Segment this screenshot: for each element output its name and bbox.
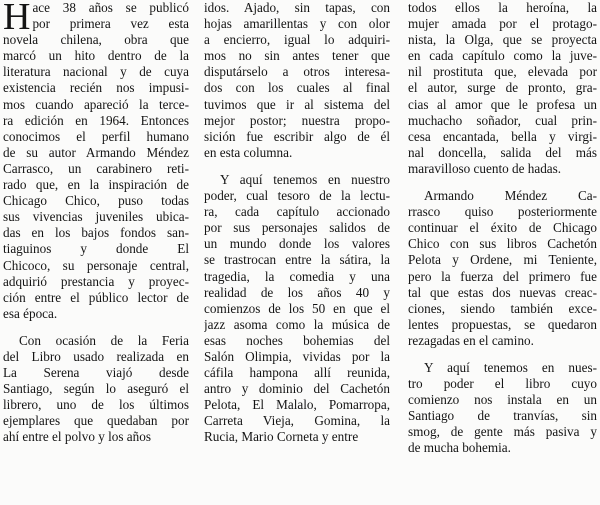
text-line: ejemplares que quedaban por: [3, 413, 189, 429]
text-line: Y aquí tenemos en nues-: [424, 359, 597, 375]
paragraph-gap: [408, 177, 597, 188]
text-line: Carreta Vieja, Gomina, la: [204, 413, 390, 429]
text-line: smog, de gente más pasiva y: [408, 424, 597, 440]
text-line: realidad de los años 40 y: [204, 284, 390, 300]
text-line: tal que estas dos nuevas creac-: [408, 284, 597, 300]
paragraph-gap: [3, 322, 189, 333]
text-line: hojas amarillentas y con olor: [204, 16, 390, 32]
text-line: librero, uno de los últimos: [3, 397, 189, 413]
text-line: nil prostituta que, elevada por: [408, 64, 597, 80]
text-line: esas noches bohemias del: [204, 332, 390, 348]
text-line: cesa encantada, bella y virgi-: [408, 128, 597, 144]
text-line: existencia recién nos impusi-: [3, 80, 189, 96]
text-line: rado que, en la inspiración de: [3, 177, 189, 193]
text-line: tro poder el libro cuyo: [408, 376, 597, 392]
text-line: Con ocasión de la Feria: [19, 332, 189, 348]
text-line: sición fue escribir algo de él: [204, 128, 390, 144]
text-line: ción entre el público lector de: [3, 289, 189, 305]
text-line: maravilloso cuento de hadas.: [408, 160, 562, 176]
text-line: de mucha bohemia.: [408, 440, 511, 456]
text-line: Chicoco, su personaje central,: [3, 257, 189, 273]
paragraph-gap: [204, 161, 390, 172]
text-line: rrasco quiso posteriormente: [408, 204, 597, 220]
text-line: literatura nacional y de cuya: [3, 64, 189, 80]
text-line: continuar el éxito de Chicago: [408, 220, 597, 236]
text-line: mejor postor; nuestra propo-: [204, 112, 390, 128]
text-line: se trastrocan entre la sátira, la: [204, 252, 390, 268]
text-line: das en los bajos fondos san-: [3, 225, 189, 241]
text-line: adquirió prestancia y proyec-: [3, 273, 189, 289]
text-line: por primera vez esta: [32, 16, 189, 32]
text-line: ahí entre el polvo y los años: [3, 429, 151, 445]
text-line: La Serena viajó desde: [3, 365, 189, 381]
text-line: en cada capítulo como la juve-: [408, 48, 597, 64]
text-line: ciones, siendo también exce-: [408, 300, 597, 316]
text-line: tragedia, la comedia y una: [204, 268, 390, 284]
text-line: jazz asoma como la música de: [204, 316, 390, 332]
text-line: ace 38 años se publicó: [32, 0, 189, 15]
text-line: Santiago, según lo aseguró el: [3, 381, 189, 397]
text-line: lentes propuestas, se quedaron: [408, 316, 597, 332]
drop-cap: H: [3, 0, 31, 38]
text-line: nista, la Olga, que se proyecta: [408, 32, 597, 48]
text-line: idos. Ajado, sin tapas, con: [204, 0, 390, 15]
text-line: cias al amor que le profesa un: [408, 96, 597, 112]
text-line: un mundo donde los valores: [204, 236, 390, 252]
text-line: por sus personajes salidos de: [204, 220, 390, 236]
article-paragraph: [408, 0, 597, 177]
text-line: mujer amada por el protago-: [408, 16, 597, 32]
text-line: Pelota, El Malalo, Pomarropa,: [204, 397, 390, 413]
article-paragraph: [408, 349, 597, 457]
text-line: el autor, surge de pronto, gra-: [408, 80, 597, 96]
text-line: rezagadas en el camino.: [408, 332, 534, 348]
text-line: poder, cual tesoro de la lectu-: [204, 188, 390, 204]
text-line: cáfila hampona allí reunida,: [204, 365, 390, 381]
text-line: mos no sin antes tener que: [204, 48, 390, 64]
article-paragraph: [3, 322, 189, 446]
text-line: tuvimos que ir al sistema del: [204, 96, 390, 112]
text-line: antro y dominio del Cachetón: [204, 381, 390, 397]
text-line: pero la fuerza del primero fue: [408, 268, 597, 284]
text-line: del Libro usado realizada en: [3, 348, 189, 364]
article-paragraph: [408, 177, 597, 349]
text-line: muchacho soñador, cual prin-: [408, 112, 597, 128]
text-line: Pelota y Ordene, mi Teniente,: [408, 252, 597, 268]
text-line: dos con los cuales al final: [204, 80, 390, 96]
text-line: Carrasco, un carabinero reti-: [3, 160, 189, 176]
text-line: todos ellos la heroína, la: [408, 0, 597, 15]
text-line: sus vivencias juveniles ubica-: [3, 209, 189, 225]
text-line: disputárselo a otros interesa-: [204, 64, 390, 80]
text-line: comienzo nos instala en un: [408, 392, 597, 408]
text-line: Chico con sus libros Cachetón: [408, 236, 597, 252]
text-line: a encierro, igual lo adquiri-: [204, 32, 390, 48]
text-line: comienzos de los 50 en que el: [204, 300, 390, 316]
text-line: esa época.: [3, 305, 58, 321]
text-line: Salón Olimpia, vividas por la: [204, 348, 390, 364]
text-line: tiaguinos y donde El: [3, 241, 189, 257]
article-paragraph: [3, 0, 189, 322]
text-line: Armando Méndez Ca-: [424, 188, 597, 204]
paragraph-gap: [408, 349, 597, 360]
article-paragraph: [204, 0, 390, 161]
text-line: Rucia, Mario Corneta y entre: [204, 429, 359, 445]
text-line: novela chilena, obra que: [3, 32, 189, 48]
text-line: conocimos el perfil humano: [3, 128, 189, 144]
text-line: ra edición en 1964. Entonces: [3, 112, 189, 128]
text-line: nal doncella, salida del más: [408, 144, 597, 160]
article-column-2: [204, 0, 390, 446]
article-paragraph: [204, 161, 390, 446]
text-line: Chicago Chico, puso todas: [3, 193, 189, 209]
text-line: marcó un hito dentro de la: [3, 48, 189, 64]
text-line: en esta columna.: [204, 144, 293, 160]
article-column-3: [408, 0, 597, 457]
text-line: Y aquí tenemos en nuestro: [220, 171, 390, 187]
text-line: ra, cada capítulo accionado: [204, 204, 390, 220]
text-line: mos cuando apareció la terce-: [3, 96, 189, 112]
article-column-1: [3, 0, 189, 446]
text-line: de su autor Armando Méndez: [3, 144, 189, 160]
text-line: Santiago de tranvías, sin: [408, 408, 597, 424]
